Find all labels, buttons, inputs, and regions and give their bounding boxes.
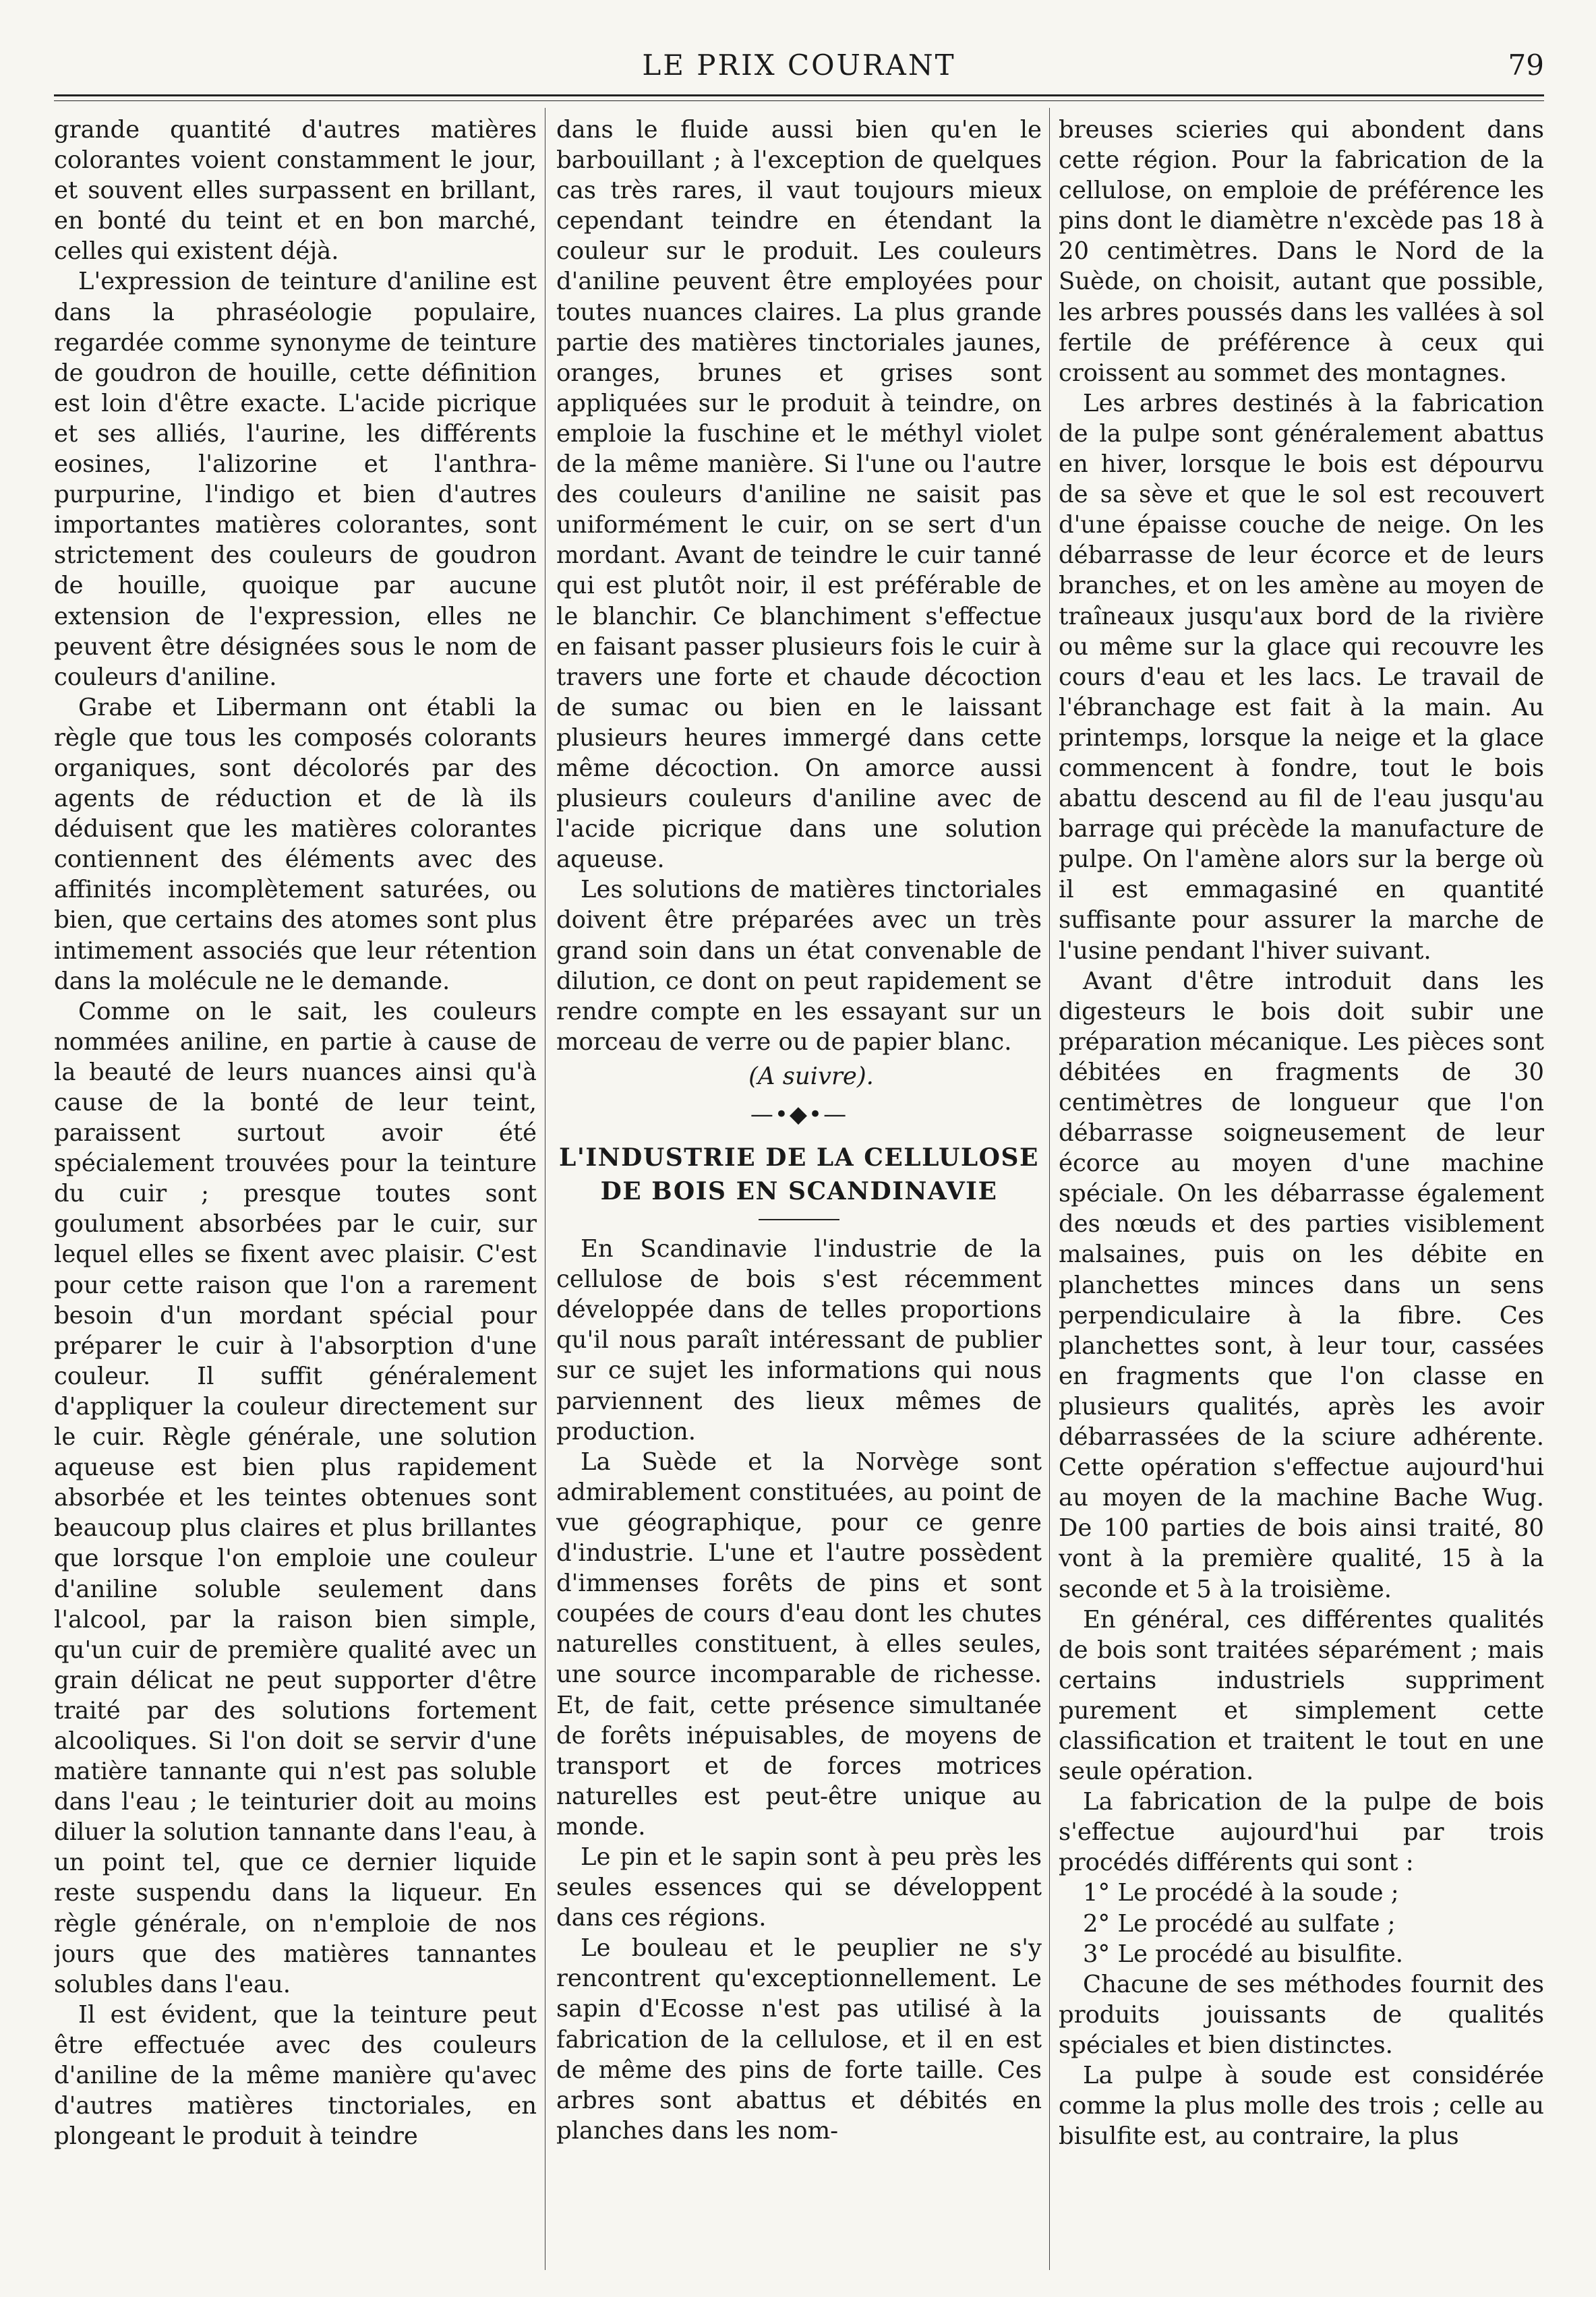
paragraph: Il est évident, que la teinture peut être effectuée avec des couleurs d'aniline de la même manière qu'avec d'autres matières tinctoriales, en plongeant le produit à teindre (54, 2000, 537, 2151)
ornament-divider: —•◆•— (750, 1101, 848, 1128)
paragraph: En Scandinavie l'industrie de la cellulose de bois s'est récemment développée dans de telles proportions qu'il nous paraît intéressant de publier sur ce sujet les informations qui nous parviennent des lieux mêmes de production. (556, 1235, 1042, 1445)
paragraph: breuses scieries qui abondent dans cette région. Pour la fabrication de la cellulose, on emploie de préférence les pins dont le diamètre n'excède pas 18 à 20 centimètres. Dans le Nord de la Suède, on choisit, autant que possible, les arbres poussés dans les vallées à sol fertile de préférence à ceux qui croissent au sommet des montagnes. (1059, 116, 1544, 387)
article-title (556, 1141, 1042, 1208)
journal-title: LE PRIX COURANT (642, 49, 956, 82)
paragraph: La fabrication de la pulpe de bois s'effectue aujourd'hui par trois procédés différents qui sont : (1059, 1788, 1544, 1877)
paragraph: En général, ces différentes qualités de bois sont traitées séparément ; mais certains industriels suppriment purement et simplement cette classification et traitent le tout en une seule opération. (1059, 1605, 1544, 1786)
paragraph: Les arbres destinés à la fabrication de la pulpe sont généralement abattus en hiver, lorsque le bois est dépourvu de sa sève et que le sol est recouvert d'une épaisse couche de neige. On les débarrasse de leur écorce et de leurs branches, et on les amène au moyen de traîneaux jusqu'aux bord de la rivière ou même sur la glace qui recouvre les cours d'eau et les lacs. Le travail de l'ébranchage est fait à la main. Au printemps, lorsque la neige et la glace commencent à fondre, tout le bois abattu descend au fil de l'eau jusqu'au barrage qui précède la manufacture de pulpe. On l'amène alors sur la berge où il est emmagasiné en quantité suffisante pour assurer la marche de l'usine pendant l'hiver suivant. (1059, 389, 1544, 965)
column-divider (1049, 108, 1050, 2270)
header-rule-thin (54, 100, 1544, 101)
title-rule (759, 1219, 839, 1220)
article-title-line-2: DE BOIS EN SCANDINAVIE (600, 1177, 998, 1206)
page-header (54, 40, 1544, 94)
list-item: 1° Le procédé à la soude ; (1083, 1879, 1399, 1907)
paragraph: La pulpe à soude est considérée comme la plus molle des trois ; celle au bisulfite est, au contraire, la plus (1059, 2062, 1544, 2151)
to-be-continued: (A suivre). (748, 1062, 874, 1090)
page-number: 79 (1508, 49, 1544, 82)
column-1 (54, 115, 537, 2257)
paragraph: La Suède et la Norvège sont admirablement constituées, au point de vue géographique, pour ce genre d'industrie. L'une et l'autre possèdent d'immenses forêts de pins et sont coupées de cours d'eau dont les chutes naturelles constituent, à elles seules, une source incomparable de richesse. Et, de fait, cette présence simultanée de forêts inépuisables, de moyens de transport et de forces motrices naturelles est peut-être unique au monde. (556, 1448, 1042, 1841)
list-item: 2° Le procédé au sulfate ; (1083, 1909, 1396, 1938)
paragraph: dans le fluide aussi bien qu'en le barbouillant ; à l'exception de quelques cas très rares, il vaut toujours mieux cependant teindre en étendant la couleur sur le produit. Les couleurs d'aniline peuvent être employées pour toutes nuances claires. La plus grande partie des matières tinctoriales jaunes, oranges, brunes et grises sont appliquées sur le produit à teindre, on emploie la fuschine et le méthyl violet de la même manière. Si l'une ou l'autre des couleurs d'aniline ne saisit pas uniformément le cuir, on se sert d'un mordant. Avant de teindre le cuir tanné qui est plutôt noir, il est préférable de le blanchir. Ce blanchiment s'effectue en faisant passer plusieurs fois le cuir à travers une forte et chaude décoction de sumac ou bien en le laissant plusieurs heures immergé dans cette même décoction. On amorce aussi plusieurs couleurs d'aniline avec de l'acide picrique dans une solution aqueuse. (556, 116, 1042, 874)
paragraph: Le bouleau et le peuplier ne s'y rencontrent qu'exceptionnellement. Le sapin d'Ecosse n'est pas utilisé à la fabrication de la cellulose, et il en est de même des pins de forte taille. Ces arbres sont abattus et débités en planches dans les nom- (556, 1934, 1042, 2145)
header-rule (54, 94, 1544, 96)
article-title-line-1: L'INDUSTRIE DE LA CELLULOSE (559, 1143, 1039, 1172)
paragraph: grande quantité d'autres matières colorantes voient constamment le jour, et souvent elles surpassent en brillant, en bonté du teint et en bon marché, celles qui existent déjà. (54, 116, 537, 266)
paragraph: Chacune de ses méthodes fournit des produits jouissants de qualités spéciales et bien distinctes. (1059, 1970, 1544, 2059)
list-item: 3° Le procédé au bisulfite. (1083, 1940, 1404, 1968)
paragraph: L'expression de teinture d'aniline est dans la phraséologie populaire, regardée comme synonyme de teinture de goudron de houille, cette définition est loin d'être exacte. L'acide picrique et ses alliés, l'aurine, les différents eosines, l'alizorine et l'anthra-purpurine, l'indigo et bien d'autres importantes matières colorantes, sont strictement des couleurs de goudron de houille, quoique par aucune extension de l'expression, elles ne peuvent être désignées sous le nom de couleurs d'aniline. (54, 268, 537, 691)
paragraph: Le pin et le sapin sont à peu près les seules essences qui se développent dans ces régions. (556, 1843, 1042, 1932)
column-3 (1059, 115, 1544, 2257)
paragraph: Avant d'être introduit dans les digesteurs le bois doit subir une préparation mécanique. Les pièces sont débitées en fragments de 30 centimètres de longueur que l'on débarrasse soigneusement de leur écorce au moyen d'une machine spéciale. On les débarrasse également des nœuds et des parties visiblement malsaines, puis on les débite en planchettes minces dans un sens perpendiculaire à la fibre. Ces planchettes sont, à leur tour, cassées en fragments que l'on classe en plusieurs qualités, après les avoir débarrassées de la sciure adhérente. Cette opération s'effectue aujourd'hui au moyen de la machine Bache Wug. De 100 parties de bois ainsi traité, 80 vont à la première qualité, 15 à la seconde et 5 à la troisième. (1059, 967, 1544, 1603)
paragraph: Grabe et Libermann ont établi la règle que tous les composés colorants organiques, sont décolorés par des agents de réduction et de là ils déduisent que les matières colorantes contiennent des éléments avec des affinités incomplètement saturées, ou bien, que certains des atomes sont plus intimement associés que leur rétention dans la molécule ne le demande. (54, 693, 537, 995)
column-2 (556, 115, 1042, 2257)
paragraph: Les solutions de matières tinctoriales doivent être préparées avec un très grand soin dans un état convenable de dilution, ce dont on peut rapidement se rendre compte en les essayant sur un morceau de verre ou de papier blanc. (556, 876, 1042, 1056)
paragraph: Comme on le sait, les couleurs nommées aniline, en partie à cause de la beauté de leurs nuances ainsi qu'à cause de la bonté de leur teint, paraissent surtout avoir été spécialement trouvées pour la teinture du cuir ; presque toutes sont goulument absorbées par le cuir, sur lequel elles se fixent avec plaisir. C'est pour cette raison que l'on a rarement besoin d'un mordant spécial pour préparer le cuir à l'absorption d'une couleur. Il suffit généralement d'appliquer la couleur directement sur le cuir. Règle générale, une solution aqueuse est bien plus rapidement absorbée et les teintes obtenues sont beaucoup plus claires et plus brillantes que lorsque l'on emploie une couleur d'aniline soluble seulement dans l'alcool, par la raison bien simple, qu'un cuir de première qualité avec un grain délicat ne peut supporter d'être traité par des solutions fortement alcooliques. Si l'on doit se servir d'une matière tannante qui n'est pas soluble dans l'eau ; le teinturier doit au moins diluer la solution tannante dans l'eau, à un point tel, que ce dernier liquide reste suspendu dans la liqueur. En règle générale, on n'emploie de nos jours que des matières tannantes solubles dans l'eau. (54, 997, 537, 1998)
